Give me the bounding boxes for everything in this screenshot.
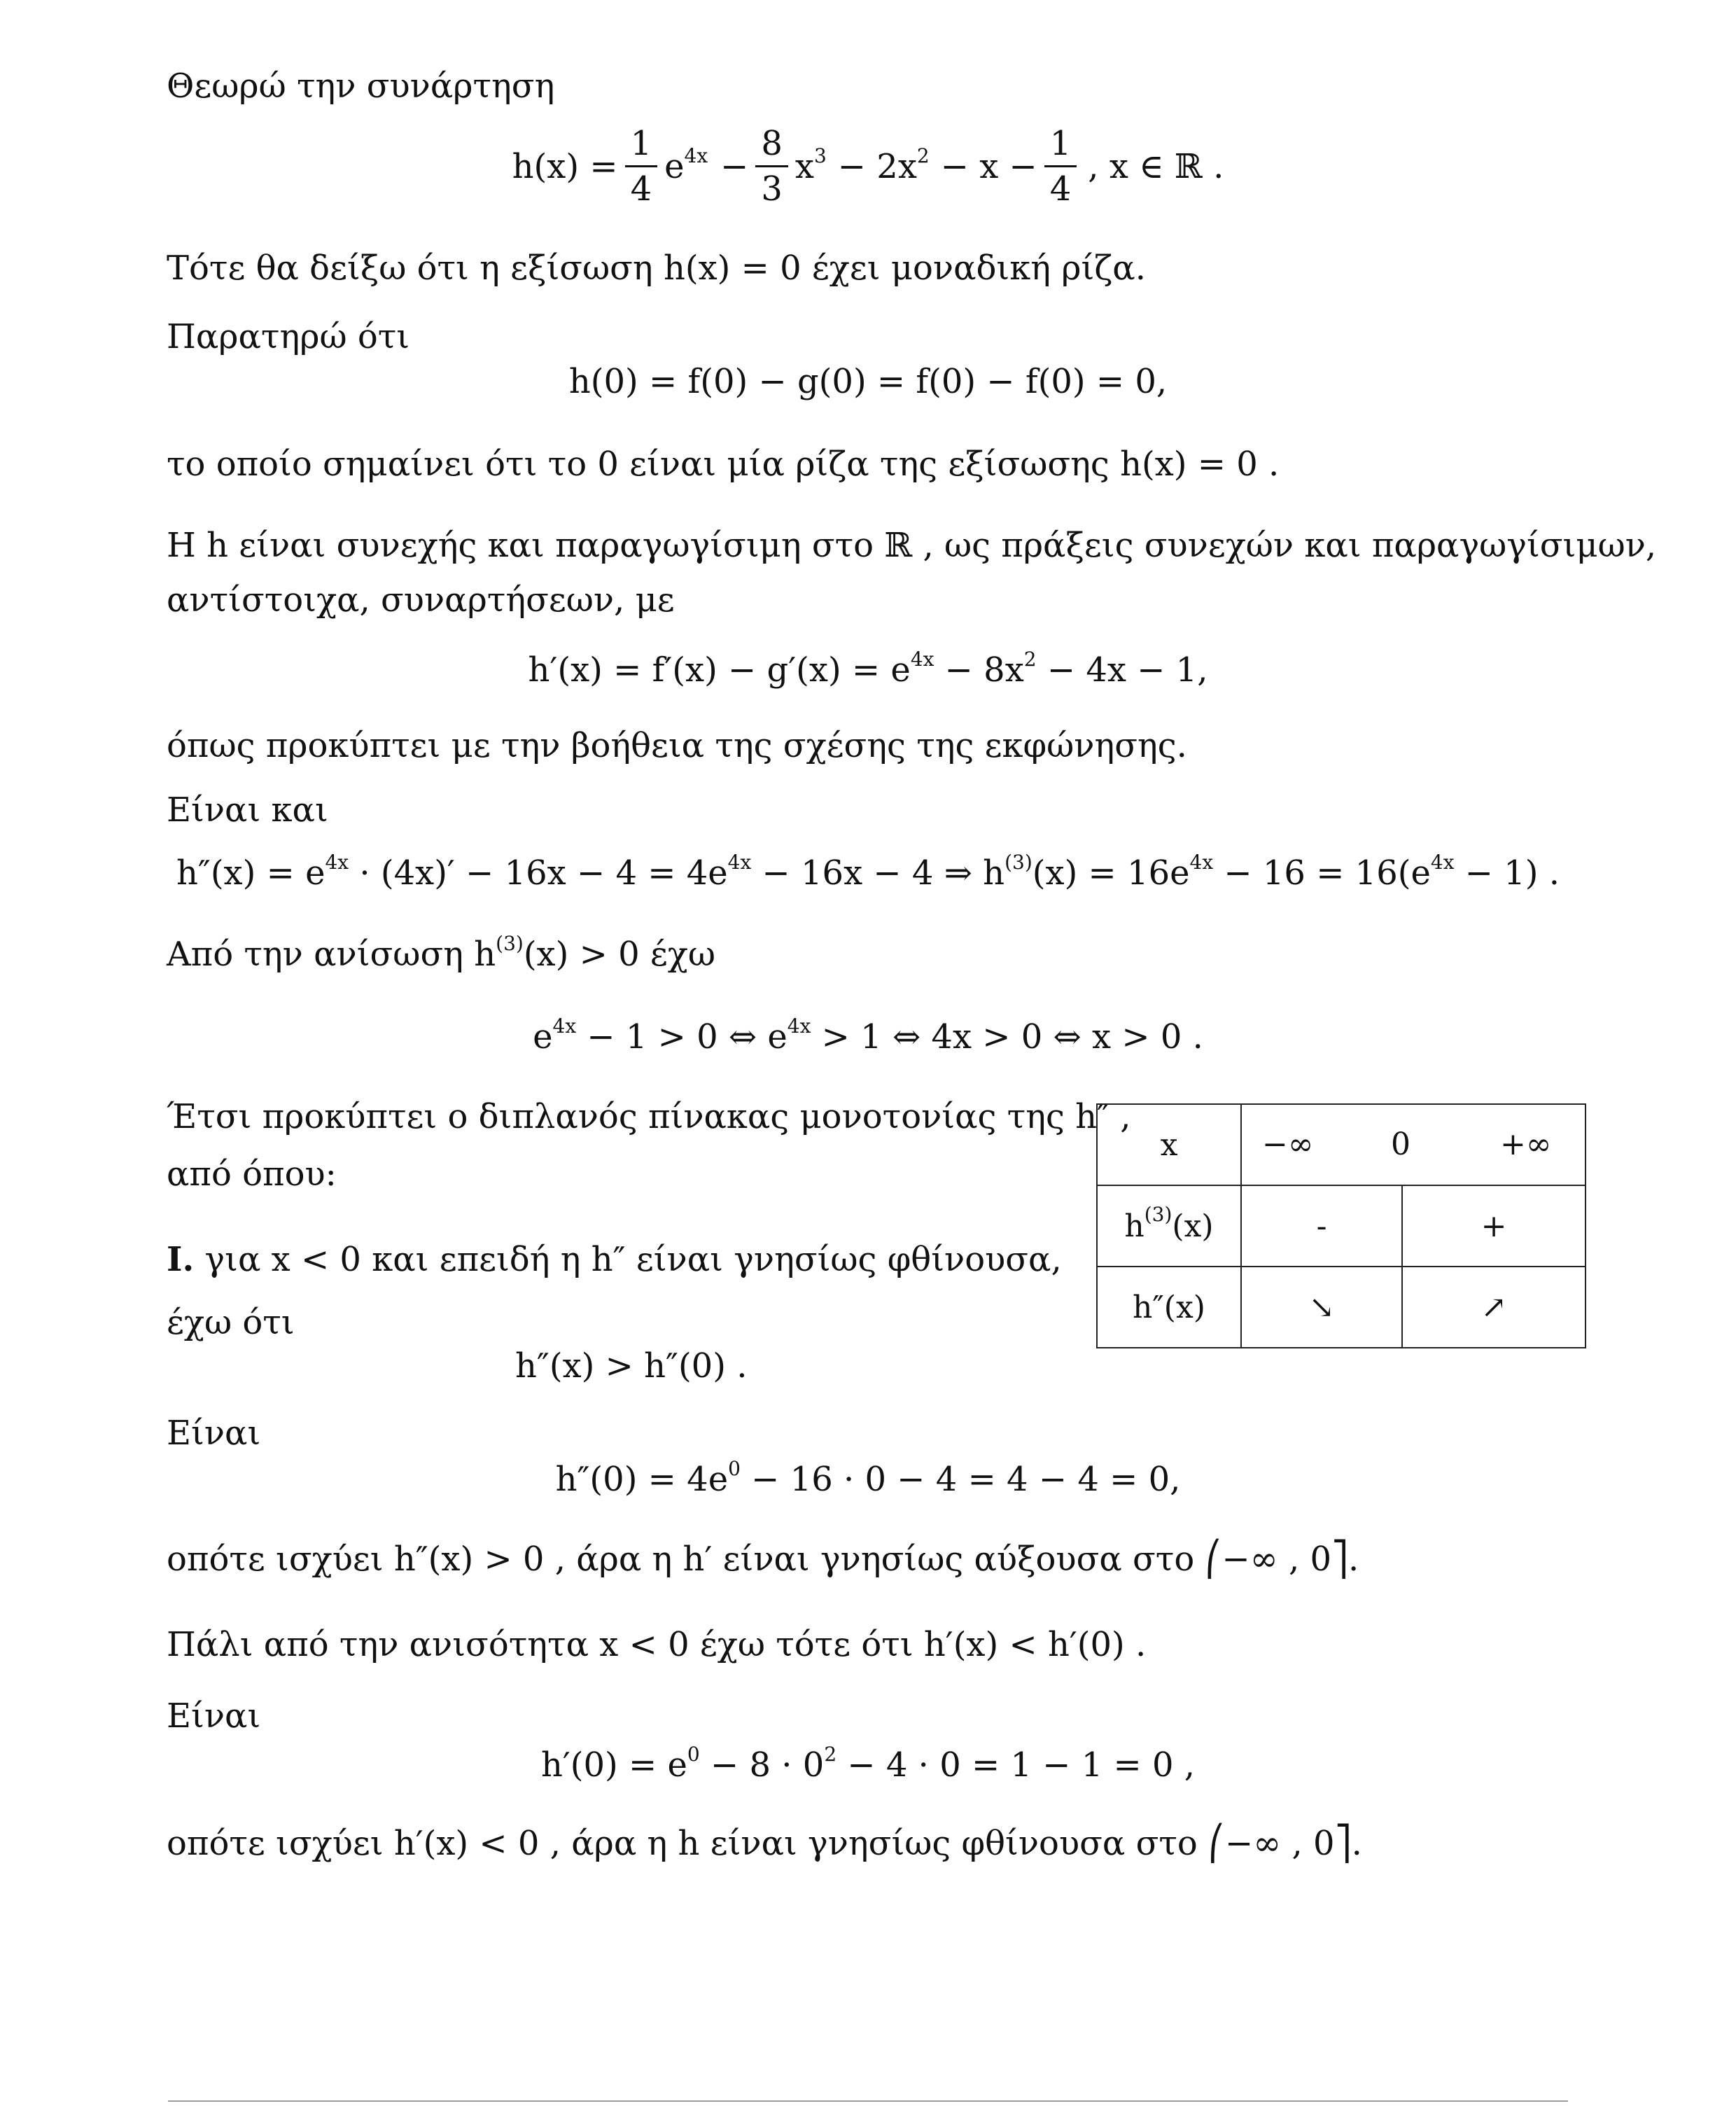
is-text-1: Είναι bbox=[167, 1414, 261, 1453]
neg-infinity: −∞ bbox=[1262, 1127, 1314, 1162]
equation-h-zero: h(0) = f(0) − g(0) = f(0) − f(0) = 0, bbox=[568, 362, 1168, 401]
equation-h-prime-zero bbox=[0, 1743, 1736, 1785]
exponent: 4x bbox=[684, 144, 708, 167]
intro-text: Θεωρώ την συνάρτηση bbox=[167, 67, 555, 106]
table-intro-1: Έτσι προκύπτει ο διπλανός πίνακας μονοτονίας της h″ , bbox=[167, 1097, 1131, 1136]
eq-part: − 4x − 1, bbox=[1036, 650, 1208, 690]
table-intro-2: από όπου: bbox=[167, 1155, 337, 1194]
table-row-third-derivative bbox=[1097, 1185, 1586, 1267]
equation-case: h″(x) > h″(0) . bbox=[515, 1346, 748, 1386]
observe-text: Παρατηρώ ότι bbox=[167, 317, 410, 356]
sign-negative: - bbox=[1241, 1185, 1402, 1267]
eq-part: h′(x) = f′(x) − g′(x) = e bbox=[528, 650, 911, 690]
case-label: Ι. bbox=[167, 1240, 195, 1279]
exponent: 2 bbox=[824, 1743, 837, 1766]
table-row-second-derivative bbox=[1097, 1267, 1586, 1348]
frac-num: 8 bbox=[761, 124, 783, 163]
exponent: (3) bbox=[1144, 1202, 1172, 1226]
table-head-second-derivative: h″(x) bbox=[1097, 1267, 1241, 1348]
exponent: 4x bbox=[727, 851, 752, 874]
exponent: 4x bbox=[1430, 851, 1455, 874]
inequality-intro bbox=[167, 932, 715, 974]
frac-bar bbox=[755, 165, 788, 167]
frac-num: 1 bbox=[1049, 124, 1072, 163]
exponent: 2 bbox=[916, 144, 930, 167]
arrow-up-icon: ↗ bbox=[1402, 1267, 1586, 1348]
exponent: (3) bbox=[496, 932, 524, 955]
eq-part: − 4 · 0 = 1 − 1 = 0 , bbox=[836, 1745, 1196, 1785]
frac-den: 4 bbox=[630, 169, 652, 209]
term-square bbox=[837, 144, 930, 186]
exponent: (3) bbox=[1004, 851, 1032, 874]
exponent: 0 bbox=[687, 1743, 700, 1766]
text-part: Από την ανίσωση h bbox=[167, 935, 496, 974]
exponent: 4x bbox=[325, 851, 349, 874]
term-base: e bbox=[664, 146, 685, 186]
domain-tail: , x ∈ ℝ . bbox=[1088, 146, 1224, 186]
eq-part: − 8 · 0 bbox=[699, 1745, 825, 1785]
term-exp bbox=[664, 144, 708, 186]
again-text: Πάλι από την ανισότητα x < 0 έχω τότε ότι h′(x) < h′(0) . bbox=[167, 1625, 1147, 1664]
eq-part: · (4x)′ − 16x − 4 = 4e bbox=[349, 853, 728, 893]
eq-part: h″(x) = e bbox=[176, 853, 326, 893]
table-x-values bbox=[1241, 1104, 1586, 1185]
equation-h-double-prime bbox=[0, 851, 1736, 893]
eq-lhs: h(x) = bbox=[512, 146, 618, 186]
root-text: το οποίο σημαίνει ότι το 0 είναι μία ρίζα της εξίσωσης h(x) = 0 . bbox=[167, 445, 1280, 484]
table-row-x bbox=[1097, 1104, 1586, 1185]
have-text: έχω ότι bbox=[167, 1303, 295, 1342]
exponent: 4x bbox=[552, 1014, 577, 1038]
case-text: για x < 0 και επειδή η h″ είναι γνησίως φθίνουσα, bbox=[194, 1240, 1062, 1279]
continuity-text-1: Η h είναι συνεχής και παραγωγίσιμη στο ℝ , ως πράξεις συνεχών και παραγωγίσιμων, bbox=[167, 526, 1657, 565]
exponent: 4x bbox=[910, 648, 934, 671]
result-text: όπως προκύπτει με την βοήθεια της σχέσης της εκφώνησης. bbox=[167, 726, 1187, 765]
zero-point: 0 bbox=[1391, 1127, 1410, 1162]
conclusion-1: οπότε ισχύει h″(x) > 0 , άρα η h′ είναι γνησίως αύξουσα στο ⎛−∞ , 0⎤. bbox=[167, 1540, 1359, 1579]
x-values-cell bbox=[1242, 1106, 1584, 1184]
claim-text: Τότε θα δείξω ότι η εξίσωση h(x) = 0 έχει μοναδική ρίζα. bbox=[167, 249, 1146, 288]
text-part: (x) > 0 έχω bbox=[523, 935, 715, 974]
term-base: x bbox=[794, 146, 814, 186]
exponent: 4x bbox=[787, 1014, 811, 1038]
term-linear: − x − bbox=[940, 146, 1037, 186]
exponent: 0 bbox=[728, 1457, 741, 1480]
eq-part: h′(0) = e bbox=[540, 1745, 687, 1785]
footer-divider bbox=[168, 2100, 1568, 2102]
exponent: 4x bbox=[1189, 851, 1214, 874]
equation-h-double-prime-zero bbox=[0, 1457, 1736, 1499]
frac-bar bbox=[1044, 165, 1077, 167]
minus-sign: − bbox=[720, 146, 749, 186]
term-base: − 2x bbox=[837, 146, 917, 186]
table-head-x: x bbox=[1097, 1104, 1241, 1185]
is-text-2: Είναι bbox=[167, 1696, 261, 1736]
fraction-1-4-b bbox=[1044, 126, 1077, 207]
frac-bar bbox=[625, 165, 658, 167]
term-cube bbox=[794, 144, 827, 186]
frac-den: 3 bbox=[761, 169, 783, 209]
text-part: (x) bbox=[1172, 1208, 1214, 1244]
equation-inequality-chain bbox=[0, 1014, 1736, 1056]
also-text: Είναι και bbox=[167, 790, 328, 830]
eq-part: h″(0) = 4e bbox=[555, 1460, 729, 1499]
monotonicity-table bbox=[1096, 1103, 1586, 1348]
case-one bbox=[167, 1241, 1062, 1279]
eq-part: − 16 = 16(e bbox=[1213, 853, 1431, 893]
eq-part: (x) = 16e bbox=[1032, 853, 1190, 893]
exponent: 2 bbox=[1023, 648, 1037, 671]
eq-part: − 1) . bbox=[1454, 853, 1560, 893]
frac-den: 4 bbox=[1049, 169, 1072, 209]
equation-h-definition bbox=[0, 126, 1736, 207]
eq-part: − 16x − 4 ⇒ h bbox=[751, 853, 1005, 893]
eq-part: − 8x bbox=[934, 650, 1024, 690]
table-head-third-derivative bbox=[1097, 1185, 1241, 1267]
conclusion-2: οπότε ισχύει h′(x) < 0 , άρα η h είναι γνησίως φθίνουσα στο ⎛−∞ , 0⎤. bbox=[167, 1824, 1362, 1863]
arrow-down-icon: ↘ bbox=[1241, 1267, 1402, 1348]
eq-part: − 16 · 0 − 4 = 4 − 4 = 0, bbox=[740, 1460, 1181, 1499]
fraction-8-3 bbox=[755, 126, 788, 207]
equation-h-prime bbox=[0, 648, 1736, 690]
exponent: 3 bbox=[813, 144, 827, 167]
eq-part: e bbox=[533, 1017, 553, 1056]
frac-num: 1 bbox=[630, 124, 652, 163]
pos-infinity: +∞ bbox=[1500, 1127, 1552, 1162]
text-part: h bbox=[1124, 1208, 1144, 1244]
sign-positive: + bbox=[1402, 1185, 1586, 1267]
eq-part: − 1 > 0 ⇔ e bbox=[576, 1017, 788, 1056]
continuity-text-2: αντίστοιχα, συναρτήσεων, με bbox=[167, 580, 675, 620]
fraction-1-4 bbox=[625, 126, 658, 207]
eq-part: > 1 ⇔ 4x > 0 ⇔ x > 0 . bbox=[811, 1017, 1203, 1056]
